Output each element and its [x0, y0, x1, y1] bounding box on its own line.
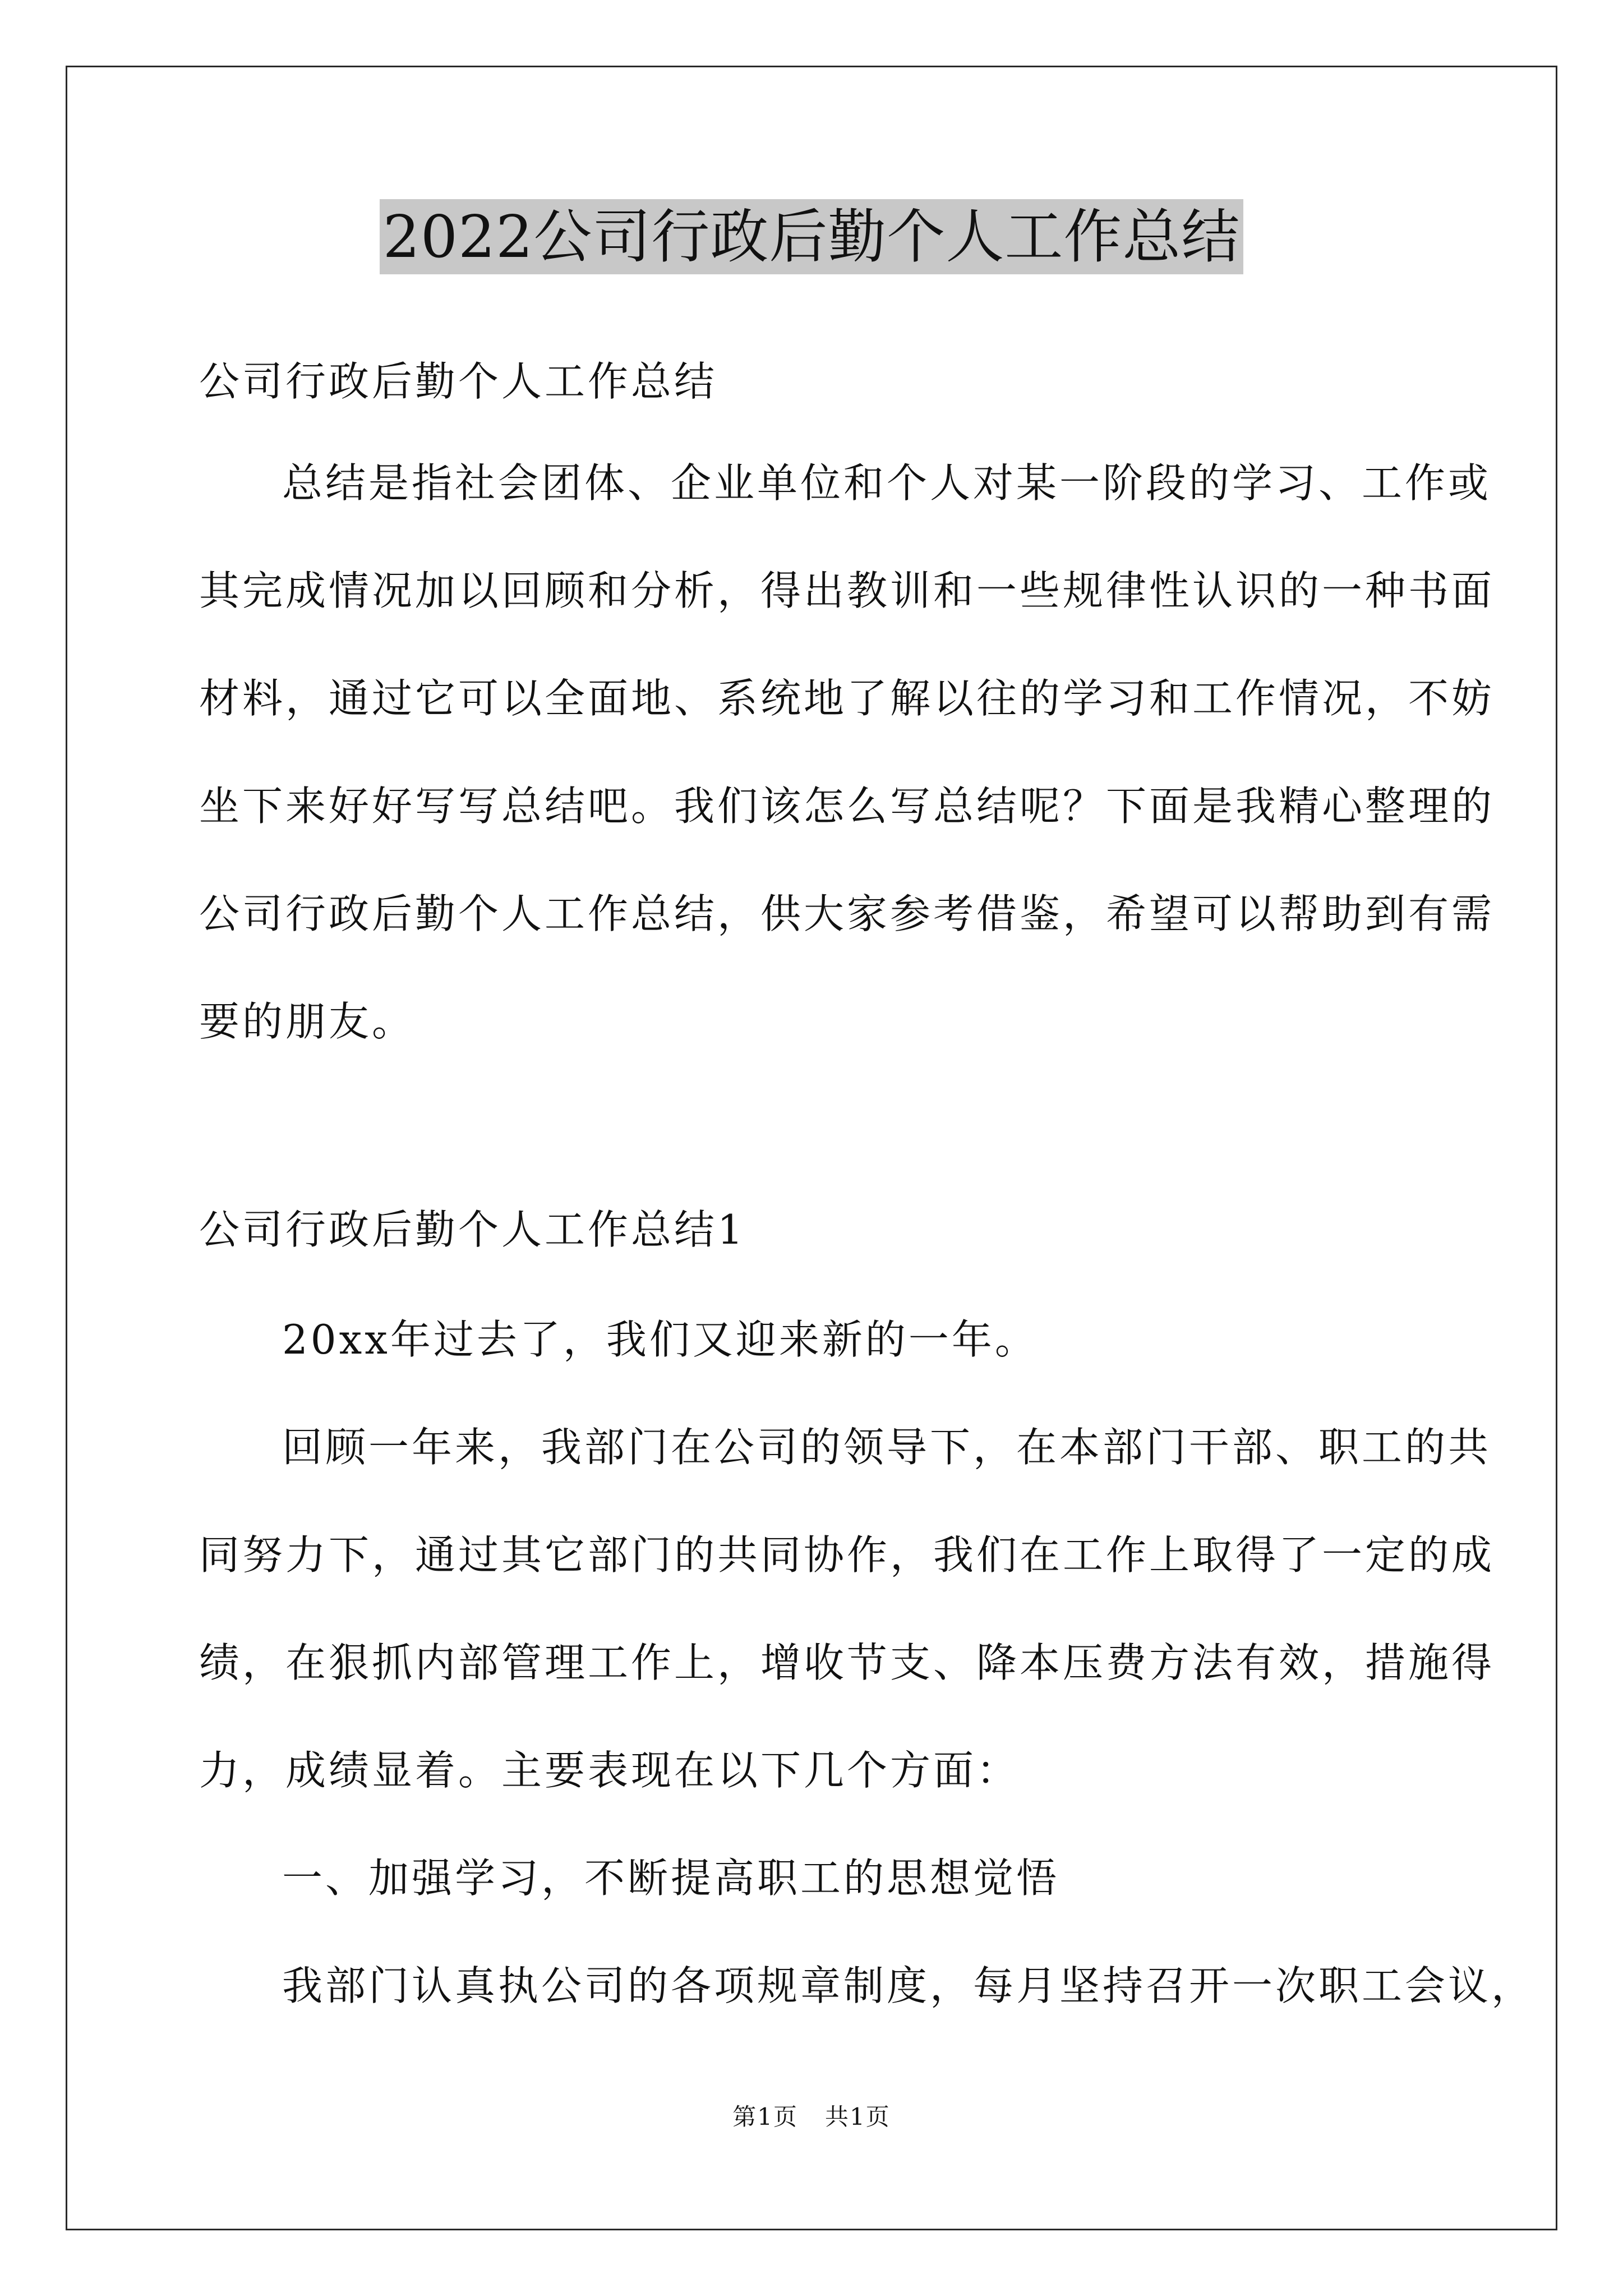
paragraph-line: 坐下来好好写写总结吧。我们该怎么写总结呢？下面是我精心整理的 — [199, 783, 1495, 830]
paragraph-line: 总结是指社会团体、企业单位和个人对某一阶段的学习、工作或 — [282, 459, 1492, 507]
page-footer — [0, 2100, 1623, 2134]
paragraph-line: 20xx年过去了，我们又迎来新的一年。 — [282, 1316, 1038, 1363]
section-heading: 公司行政后勤个人工作总结1 — [199, 1206, 746, 1253]
paragraph-line: 我部门认真执公司的各项规章制度，每月坚持召开一次职工会议， — [282, 1962, 1535, 2009]
paragraph-line: 要的朋友。 — [199, 998, 416, 1045]
paragraph-line: 同努力下，通过其它部门的共同协作，我们在工作上取得了一定的成 — [199, 1531, 1495, 1579]
document-title-wrapper — [0, 199, 1623, 274]
paragraph-line: 绩，在狠抓内部管理工作上，增收节支、降本压费方法有效，措施得 — [199, 1639, 1495, 1686]
document-title: 2022公司行政后勤个人工作总结 — [380, 199, 1244, 274]
paragraph-line: 回顾一年来，我部门在公司的领导下，在本部门干部、职工的共 — [282, 1424, 1492, 1471]
paragraph-line: 其完成情况加以回顾和分析，得出教训和一些规律性认识的一种书面 — [199, 567, 1495, 614]
page-number-total: 共1页 — [825, 2103, 891, 2131]
paragraph-line: 材料，通过它可以全面地、系统地了解以往的学习和工作情况，不妨 — [199, 675, 1495, 722]
intro-paragraph — [199, 429, 1495, 1075]
document-subtitle: 公司行政后勤个人工作总结 — [199, 358, 718, 405]
subsection-heading: 一、加强学习，不断提高职工的思想觉悟 — [282, 1855, 1060, 1902]
page-number-current: 第1页 — [732, 2103, 798, 2131]
paragraph-line: 力，成绩显着。主要表现在以下几个方面： — [199, 1747, 1020, 1794]
paragraph-line: 公司行政后勤个人工作总结，供大家参考借鉴，希望可以帮助到有需 — [199, 890, 1495, 937]
section-body — [199, 1286, 1535, 2040]
